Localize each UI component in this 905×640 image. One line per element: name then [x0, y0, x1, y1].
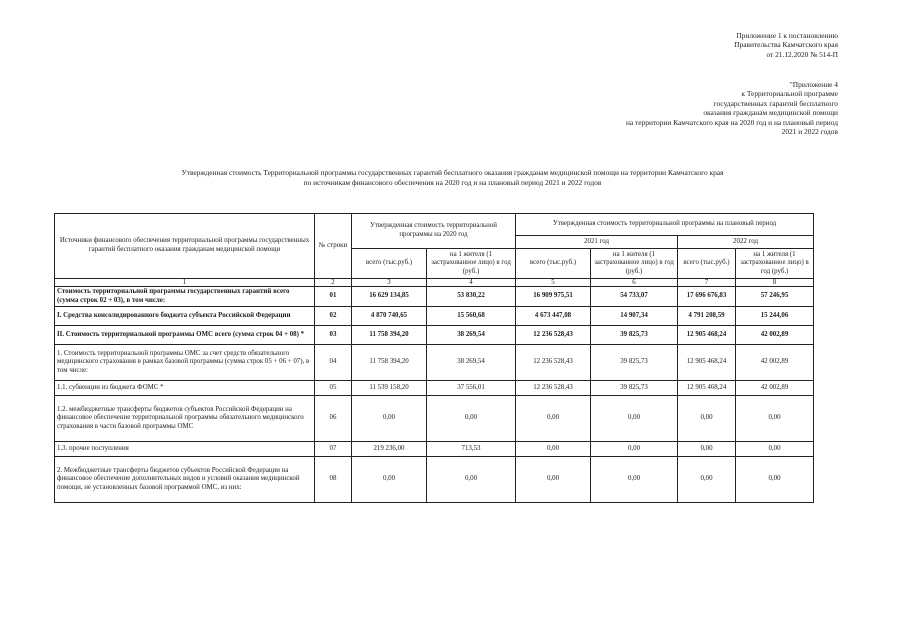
appendix-4-line: 2021 и 2022 годов	[781, 127, 838, 137]
cell-total-2020: 0,00	[352, 396, 427, 442]
column-number: 3	[352, 279, 427, 287]
cell-total-2022: 0,00	[678, 442, 736, 457]
document-title-line-2: по источникам финансового обеспечения на 2020 год и на плановый период 2021 и 2022 годов	[303, 178, 602, 187]
header-per-capita-2020: на 1 жителя (1 застрахованное лицо) в год (руб.)	[427, 249, 516, 279]
cell-per-capita-2020: 0,00	[427, 396, 516, 442]
row-name: 1.1. субвенции из бюджета ФОМС *	[55, 381, 315, 396]
cell-per-capita-2021: 39 825,73	[591, 345, 678, 381]
appendix-4-line: "Приложение 4	[789, 80, 838, 89]
cell-per-capita-2022: 42 002,89	[736, 345, 814, 381]
header-year-2022: 2022 год	[678, 236, 814, 249]
header-planned-period: Утвержденная стоимость территориальной программы на плановый период	[516, 214, 814, 236]
column-number: 4	[427, 279, 516, 287]
cell-per-capita-2022: 42 002,89	[736, 381, 814, 396]
row-code: 02	[315, 307, 352, 326]
cell-per-capita-2020: 15 560,68	[427, 307, 516, 326]
header-year-2021: 2021 год	[516, 236, 678, 249]
row-name: 1.2. межбюджетные трансферты бюджетов субъектов Российской Федерации на финансовое обеспечение территориальной программы обязательного медицинского страхования в части базовой программы ОМС	[55, 396, 315, 442]
cell-total-2022: 12 905 468,24	[678, 381, 736, 396]
column-number: 6	[591, 279, 678, 287]
table-row	[55, 345, 814, 381]
column-number: 1	[55, 279, 315, 287]
column-number: 7	[678, 279, 736, 287]
column-number: 2	[315, 279, 352, 287]
cell-per-capita-2020: 38 269,54	[427, 345, 516, 381]
column-number: 5	[516, 279, 591, 287]
cell-per-capita-2020: 0,00	[427, 457, 516, 503]
header-total-2022: всего (тыс.руб.)	[678, 249, 736, 279]
row-code: 08	[315, 457, 352, 503]
cell-total-2022: 0,00	[678, 396, 736, 442]
row-code: 04	[315, 345, 352, 381]
appendix-4-line: государственных гарантий бесплатного	[713, 98, 838, 108]
cell-per-capita-2021: 0,00	[591, 396, 678, 442]
appendix-4-line: оказания гражданам медицинской помощи	[703, 108, 838, 118]
row-name: 1.3. прочие поступления	[55, 442, 315, 457]
cell-total-2020: 219 236,00	[352, 442, 427, 457]
cell-per-capita-2022: 0,00	[736, 457, 814, 503]
appendix-4-header	[626, 80, 838, 136]
header-approved-2020: Утвержденная стоимость территориальной программы на 2020 год	[352, 214, 516, 249]
cell-total-2022: 17 696 676,83	[678, 287, 736, 307]
cell-total-2021: 0,00	[516, 396, 591, 442]
appendix-1-line: от 21.12.2020 № 514-П	[766, 49, 838, 59]
cell-total-2022: 12 905 468,24	[678, 345, 736, 381]
header-per-capita-2021: на 1 жителя (1 застрахованное лицо) в год (руб.)	[591, 249, 678, 279]
cell-per-capita-2020: 37 556,01	[427, 381, 516, 396]
header-total-2020: всего (тыс.руб.)	[352, 249, 427, 279]
document-title	[0, 168, 905, 188]
cell-total-2020: 11 539 158,20	[352, 381, 427, 396]
cell-per-capita-2022: 0,00	[736, 442, 814, 457]
cell-total-2021: 12 236 528,43	[516, 381, 591, 396]
cell-per-capita-2021: 39 825,73	[591, 381, 678, 396]
appendix-1-header	[734, 31, 838, 59]
cell-per-capita-2021: 39 825,73	[591, 326, 678, 345]
cell-total-2022: 0,00	[678, 457, 736, 503]
cell-total-2021: 12 236 528,43	[516, 345, 591, 381]
header-sources: Источники финансового обеспечения территориальной программы государственных гарантий бесплатного оказания гражданам медицинской помощи	[55, 214, 315, 279]
cell-total-2021: 0,00	[516, 457, 591, 503]
cell-per-capita-2021: 54 733,07	[591, 287, 678, 307]
cell-total-2020: 11 758 394,20	[352, 345, 427, 381]
table-row	[55, 457, 814, 503]
appendix-4-line: на территории Камчатского края на 2020 год и на плановый период	[625, 117, 838, 127]
cell-total-2021: 4 673 447,08	[516, 307, 591, 326]
cell-total-2020: 11 758 394,20	[352, 326, 427, 345]
cell-per-capita-2022: 15 244,06	[736, 307, 814, 326]
row-name: I. Средства консолидированного бюджета субъекта Российской Федерации	[55, 307, 315, 326]
cell-per-capita-2022: 57 246,95	[736, 287, 814, 307]
cell-total-2022: 12 905 468,24	[678, 326, 736, 345]
row-name: 2. Межбюджетные трансферты бюджетов субъектов Российской Федерации на финансовое обеспечение дополнительных видов и условий оказания медицинской помощи, не установленных базовой программой ОМС, из них:	[55, 457, 315, 503]
row-code: 03	[315, 326, 352, 345]
cell-total-2022: 4 791 208,59	[678, 307, 736, 326]
row-code: 07	[315, 442, 352, 457]
table-row	[55, 287, 814, 307]
row-code: 06	[315, 396, 352, 442]
table-row	[55, 381, 814, 396]
cell-per-capita-2020: 53 830,22	[427, 287, 516, 307]
cell-total-2021: 0,00	[516, 442, 591, 457]
cell-total-2021: 12 236 528,43	[516, 326, 591, 345]
table-row	[55, 396, 814, 442]
cell-per-capita-2020: 38 269,54	[427, 326, 516, 345]
cell-per-capita-2022: 0,00	[736, 396, 814, 442]
appendix-1-line: Правительства Камчатского края	[734, 40, 838, 50]
table-row	[55, 442, 814, 457]
row-code: 05	[315, 381, 352, 396]
header-row-no: № строки	[315, 214, 352, 279]
row-code: 01	[315, 287, 352, 307]
cell-per-capita-2022: 42 002,89	[736, 326, 814, 345]
cell-per-capita-2021: 0,00	[591, 457, 678, 503]
row-name: 1. Стоимость территориальной программы ОМС за счет средств обязательного медицинского страхования в рамках базовой программы (сумма строк 05 + 06 + 07), в том числе:	[55, 345, 315, 381]
appendix-4-line: к Территориальной программе	[741, 89, 838, 99]
column-number-row	[55, 279, 814, 287]
header-per-capita-2022: на 1 жителя (1 застрахованное лицо) в год (руб.)	[736, 249, 814, 279]
cell-per-capita-2020: 713,53	[427, 442, 516, 457]
document-title-line-1: Утвержденная стоимость Территориальной программы государственных гарантий бесплатного оказания гражданам медицинской помощи на территории Камчатского края	[181, 168, 724, 177]
header-total-2021: всего (тыс.руб.)	[516, 249, 591, 279]
column-number: 8	[736, 279, 814, 287]
cost-table	[54, 213, 814, 503]
cell-per-capita-2021: 14 907,34	[591, 307, 678, 326]
cell-per-capita-2021: 0,00	[591, 442, 678, 457]
cell-total-2020: 4 870 740,65	[352, 307, 427, 326]
appendix-1-line: Приложение 1 к постановлению	[736, 31, 838, 40]
cell-total-2020: 0,00	[352, 457, 427, 503]
cell-total-2021: 16 909 975,51	[516, 287, 591, 307]
row-name: Стоимость территориальной программы государственных гарантий всего (сумма строк 02 + 03), в том числе:	[55, 287, 315, 307]
table-row	[55, 326, 814, 345]
row-name: II. Стоимость территориальной программы ОМС всего (сумма строк 04 + 08) *	[55, 326, 315, 345]
cell-total-2020: 16 629 134,85	[352, 287, 427, 307]
table-row	[55, 307, 814, 326]
